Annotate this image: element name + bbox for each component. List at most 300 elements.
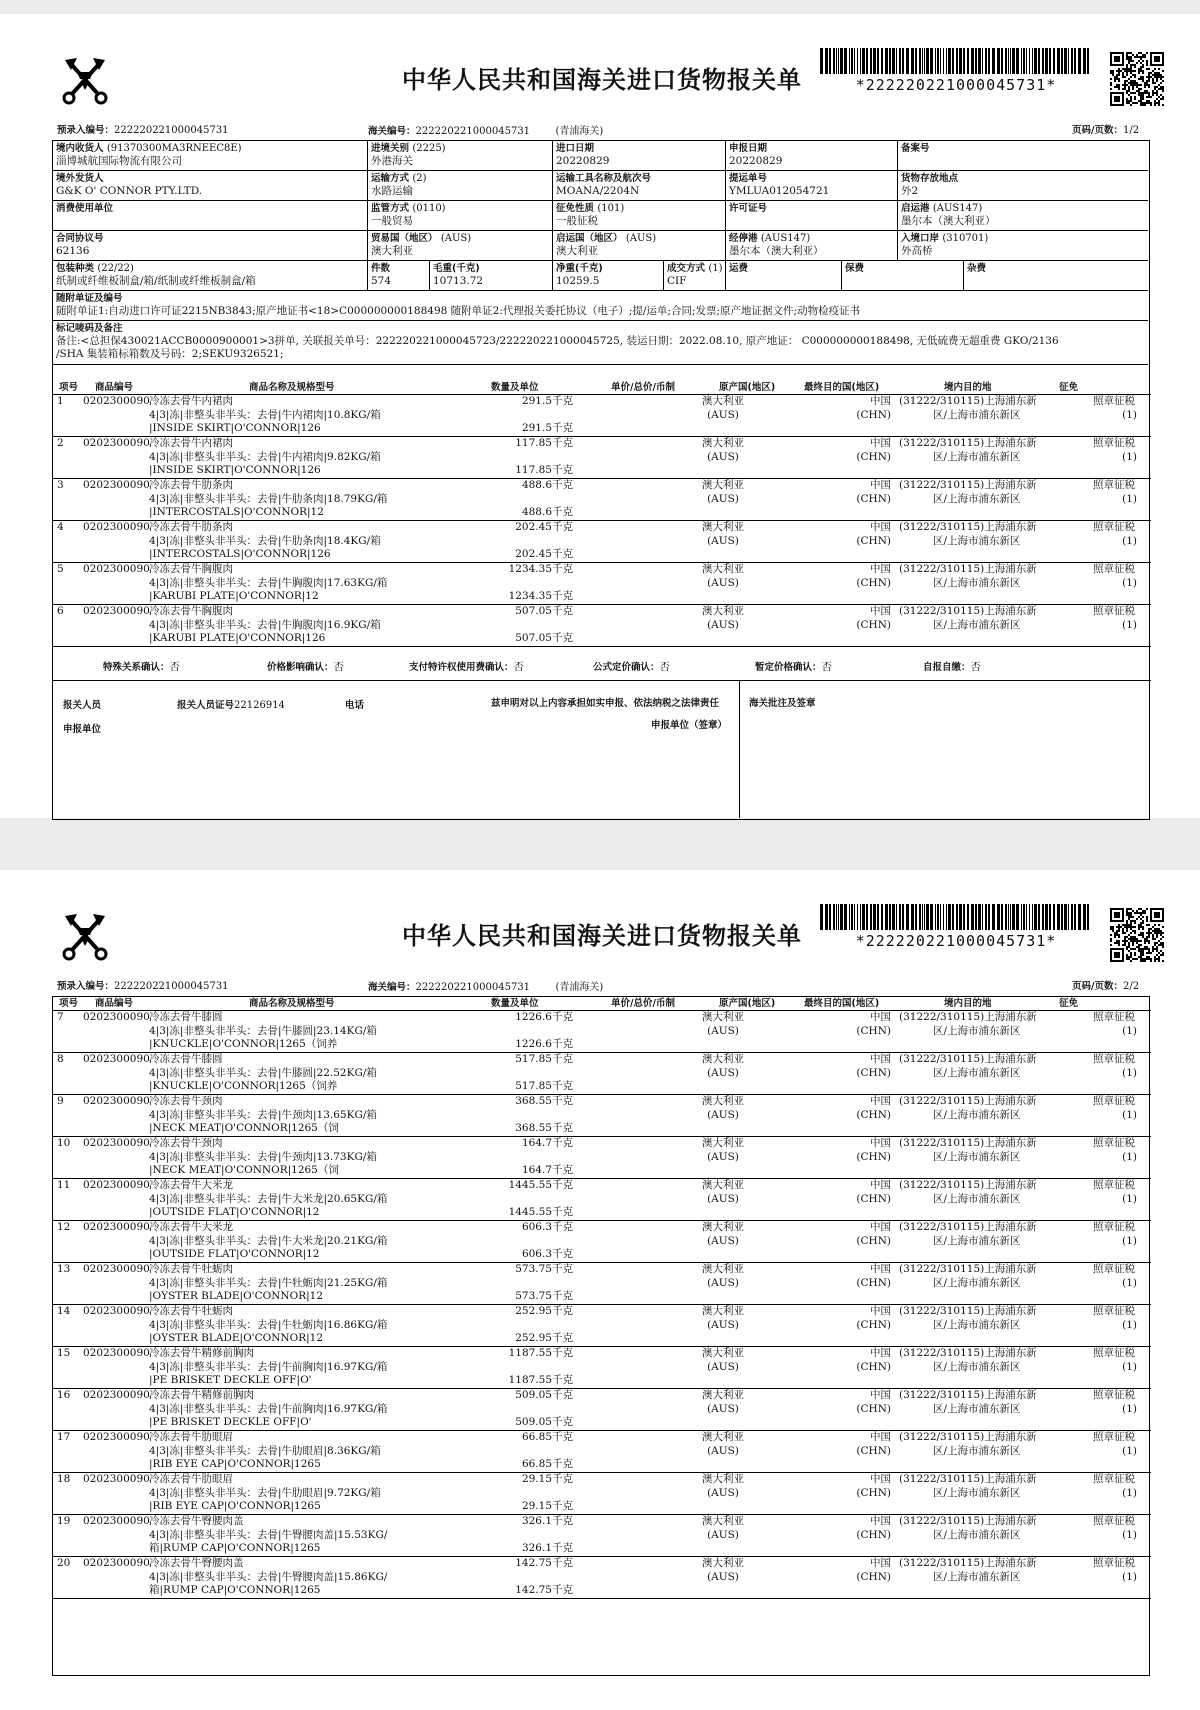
item-spec2: |OUTSIDE FLAT|O'CONNOR|12 xyxy=(149,1248,320,1260)
item-spec1: 4|3|冻|非整头非半头：去骨|牛肋眼眉|8.36KG/箱 xyxy=(149,1444,381,1457)
table-row xyxy=(53,1431,1151,1473)
bill-of-lading-cell: 提运单号 YMLUA012054721 xyxy=(726,171,898,201)
item-dest-code: (CHN) xyxy=(856,1318,891,1331)
items-header: 项号 商品编号 商品名称及规格型号 数量及单位 单价/总价/币制 原产国(地区) 最终目的国(地区) 境内目的地 征免 xyxy=(53,997,1151,1011)
item-dest: 中国 xyxy=(870,437,891,449)
item-qty: 509.05千克 xyxy=(515,1389,573,1401)
item-spec1: 4|3|冻|非整头非半头：去骨|牛膝圆|22.52KG/箱 xyxy=(149,1066,377,1079)
item-dest: 中国 xyxy=(870,563,891,575)
item-domestic: (31222/310115)上海浦东新 xyxy=(899,437,1037,449)
item-tax-code: (1) xyxy=(1122,1528,1137,1541)
table-row xyxy=(53,1221,1151,1263)
table-row xyxy=(53,395,1151,437)
item-dest-code: (CHN) xyxy=(856,450,891,463)
pre-entry-no: 预录入编号：222220221000045731 xyxy=(57,125,229,136)
item-domestic2: 区/上海市浦东新区 xyxy=(933,618,1021,631)
item-spec1: 4|3|冻|非整头非半头：去骨|牛胸腹肉|16.9KG/箱 xyxy=(149,618,381,631)
item-spec2: |RIB EYE CAP|O'CONNOR|1265 xyxy=(149,1458,321,1470)
item-no: 4 xyxy=(57,521,64,533)
item-domestic2: 区/上海市浦东新区 xyxy=(933,1444,1021,1457)
item-spec2: |KNUCKLE|O'CONNOR|1265（饲养 xyxy=(149,1038,338,1050)
item-spec2: |OYSTER BLADE|O'CONNOR|12 xyxy=(149,1332,323,1344)
item-dest: 中国 xyxy=(870,1473,891,1485)
freight-cell: 运费 xyxy=(726,261,842,291)
item-code: 0202300090 xyxy=(83,395,150,407)
item-dest: 中国 xyxy=(870,1305,891,1317)
item-tax-code: (1) xyxy=(1122,1318,1137,1331)
item-no: 16 xyxy=(57,1389,71,1401)
item-name: 冷冻去骨牛胸腹肉 xyxy=(149,605,233,617)
item-code: 0202300090 xyxy=(83,1263,150,1275)
item-code: 0202300090 xyxy=(83,479,150,491)
item-tax: 照章征税 xyxy=(1093,479,1135,491)
item-domestic2: 区/上海市浦东新区 xyxy=(933,1276,1021,1289)
item-name: 冷冻去骨牛内裙肉 xyxy=(149,395,233,407)
item-qty2: 291.5千克 xyxy=(521,422,573,434)
item-qty2: 29.15千克 xyxy=(521,1500,573,1512)
item-name: 冷冻去骨牛膝圆 xyxy=(149,1053,223,1065)
pre-entry-no: 预录入编号：222220221000045731 xyxy=(57,981,229,992)
item-no: 6 xyxy=(57,605,64,617)
item-domestic: (31222/310115)上海浦东新 xyxy=(899,1515,1037,1527)
item-origin: 澳大利亚 xyxy=(702,1263,744,1275)
item-spec1: 4|3|冻|非整头非半头：去骨|牛臀腰肉盖|15.53KG/ xyxy=(149,1528,388,1541)
item-origin: 澳大利亚 xyxy=(702,563,744,575)
item-domestic2: 区/上海市浦东新区 xyxy=(933,1528,1021,1541)
item-name: 冷冻去骨牛精修前胸肉 xyxy=(149,1347,254,1359)
item-qty: 142.75千克 xyxy=(515,1557,573,1569)
consignee-cell: 境内收货人 (91370300MA3RNEEC8E) 淄博城航国际物流有限公司 xyxy=(53,141,368,171)
item-spec1: 4|3|冻|非整头非半头：去骨|牛颈肉|13.73KG/箱 xyxy=(149,1150,377,1163)
item-name: 冷冻去骨牛肋条肉 xyxy=(149,521,233,533)
item-origin-code: (AUS) xyxy=(707,408,739,421)
item-code: 0202300090 xyxy=(83,1221,150,1233)
item-spec2: 箱|RUMP CAP|O'CONNOR|1265 xyxy=(149,1584,321,1596)
consignor-cell: 境外发货人 G&K O' CONNOR PTY.LTD. xyxy=(53,171,368,201)
item-name: 冷冻去骨牛牡蛎肉 xyxy=(149,1305,233,1317)
item-tax: 照章征税 xyxy=(1093,395,1135,407)
item-spec2: |RIB EYE CAP|O'CONNOR|1265 xyxy=(149,1500,321,1512)
item-dest-code: (CHN) xyxy=(856,1066,891,1079)
qr-code-icon xyxy=(1110,52,1164,106)
item-origin: 澳大利亚 xyxy=(702,1011,744,1023)
item-origin: 澳大利亚 xyxy=(702,1389,744,1401)
item-dest-code: (CHN) xyxy=(856,408,891,421)
item-domestic: (31222/310115)上海浦东新 xyxy=(899,521,1037,533)
item-dest-code: (CHN) xyxy=(856,618,891,631)
item-qty: 488.6千克 xyxy=(521,479,573,491)
item-qty: 573.75千克 xyxy=(515,1263,573,1275)
declaration-page-1 xyxy=(0,14,1200,818)
customs-no: 海关编号：222220221000045731 (青浦海关) xyxy=(368,982,604,993)
contract-cell: 合同协议号 62136 xyxy=(53,231,368,261)
item-qty: 202.45千克 xyxy=(515,521,573,533)
table-row xyxy=(53,563,1151,605)
item-dest-code: (CHN) xyxy=(856,534,891,547)
item-origin-code: (AUS) xyxy=(707,1528,739,1541)
item-origin: 澳大利亚 xyxy=(702,1053,744,1065)
item-domestic: (31222/310115)上海浦东新 xyxy=(899,563,1037,575)
item-qty: 517.85千克 xyxy=(515,1053,573,1065)
item-tax-code: (1) xyxy=(1122,1360,1137,1373)
item-origin: 澳大利亚 xyxy=(702,1137,744,1149)
table-row xyxy=(53,1473,1151,1515)
item-dest-code: (CHN) xyxy=(856,1108,891,1121)
item-code: 0202300090 xyxy=(83,1053,150,1065)
pieces-cell: 件数 574 xyxy=(368,261,430,291)
item-dest-code: (CHN) xyxy=(856,1402,891,1415)
item-tax: 照章征税 xyxy=(1093,1347,1135,1359)
page-number: 页码/页数：2/2 xyxy=(1072,981,1140,992)
item-spec1: 4|3|冻|非整头非半头：去骨|牛臀腰肉盖|15.86KG/ xyxy=(149,1570,388,1583)
item-domestic: (31222/310115)上海浦东新 xyxy=(899,1473,1037,1485)
item-name: 冷冻去骨牛颈肉 xyxy=(149,1137,223,1149)
table-row xyxy=(53,1179,1151,1221)
item-origin-code: (AUS) xyxy=(707,576,739,589)
item-qty: 1234.35千克 xyxy=(508,563,573,575)
item-origin-code: (AUS) xyxy=(707,1276,739,1289)
item-code: 0202300090 xyxy=(83,1347,150,1359)
misc-fee-cell: 杂费 xyxy=(964,261,1148,291)
item-domestic2: 区/上海市浦东新区 xyxy=(933,1192,1021,1205)
item-tax: 照章征税 xyxy=(1093,1053,1135,1065)
item-tax: 照章征税 xyxy=(1093,1557,1135,1569)
item-spec1: 4|3|冻|非整头非半头：去骨|牛牡蛎肉|21.25KG/箱 xyxy=(149,1276,388,1289)
item-name: 冷冻去骨牛精修前胸肉 xyxy=(149,1389,254,1401)
item-code: 0202300090 xyxy=(83,1095,150,1107)
item-domestic2: 区/上海市浦东新区 xyxy=(933,576,1021,589)
page-number: 页码/页数：1/2 xyxy=(1072,125,1140,136)
item-name: 冷冻去骨牛颈肉 xyxy=(149,1095,223,1107)
item-code: 0202300090 xyxy=(83,521,150,533)
item-dest: 中国 xyxy=(870,1221,891,1233)
item-qty: 326.1千克 xyxy=(521,1515,573,1527)
item-spec1: 4|3|冻|非整头非半头：去骨|牛肋条肉|18.4KG/箱 xyxy=(149,534,381,547)
insurance-cell: 保费 xyxy=(842,261,964,291)
item-name: 冷冻去骨牛大米龙 xyxy=(149,1221,233,1233)
item-spec2: |KARUBI PLATE|O'CONNOR|126 xyxy=(149,632,326,644)
item-dest: 中国 xyxy=(870,1263,891,1275)
item-tax-code: (1) xyxy=(1122,1024,1137,1037)
item-code: 0202300090 xyxy=(83,1389,150,1401)
declarant-label: 报关人员 xyxy=(63,700,102,711)
item-qty2: 117.85千克 xyxy=(515,464,573,476)
item-name: 冷冻去骨牛大米龙 xyxy=(149,1179,233,1191)
license-cell: 许可证号 xyxy=(726,201,898,231)
supervision-cell: 监管方式 (0110) 一般贸易 xyxy=(368,201,553,231)
barcode-icon xyxy=(820,48,1090,74)
net-weight-cell: 净重(千克) 10259.5 xyxy=(553,261,664,291)
table-row xyxy=(53,1515,1151,1557)
item-dest-code: (CHN) xyxy=(856,1276,891,1289)
item-no: 12 xyxy=(57,1221,71,1233)
item-name: 冷冻去骨牛肋眼眉 xyxy=(149,1473,233,1485)
item-qty2: 142.75千克 xyxy=(515,1584,573,1596)
item-tax-code: (1) xyxy=(1122,408,1137,421)
item-dest: 中国 xyxy=(870,1053,891,1065)
item-domestic2: 区/上海市浦东新区 xyxy=(933,1066,1021,1079)
record-no-cell: 备案号 xyxy=(898,141,1148,171)
item-domestic: (31222/310115)上海浦东新 xyxy=(899,1095,1037,1107)
item-code: 0202300090 xyxy=(83,1473,150,1485)
declaration-table xyxy=(52,140,1150,820)
item-dest: 中国 xyxy=(870,1557,891,1569)
item-code: 0202300090 xyxy=(83,1011,150,1023)
item-spec2: |NECK MEAT|O'CONNOR|1265（饲 xyxy=(149,1164,339,1176)
item-name: 冷冻去骨牛胸腹肉 xyxy=(149,563,233,575)
qr-code-icon xyxy=(1110,908,1164,962)
item-no: 15 xyxy=(57,1347,71,1359)
item-dest: 中国 xyxy=(870,1095,891,1107)
item-domestic: (31222/310115)上海浦东新 xyxy=(899,1137,1037,1149)
item-dest: 中国 xyxy=(870,605,891,617)
consumer-cell: 消费使用单位 xyxy=(53,201,368,231)
transport-mode-cell: 运输方式 (2) 水路运输 xyxy=(368,171,553,201)
item-qty2: 252.95千克 xyxy=(515,1332,573,1344)
package-cell: 包装种类 (22/22) 纸制或纤维板制盒/箱/纸制或纤维板制盒/箱 xyxy=(53,261,368,291)
via-port-cell: 经停港 (AUS147) 墨尔本（澳大利亚） xyxy=(726,231,898,261)
vessel-cell: 运输工具名称及航次号 MOANA/2204N xyxy=(553,171,726,201)
declarant-cert: 报关人员证号22126914 xyxy=(177,700,285,711)
item-qty: 29.15千克 xyxy=(521,1473,573,1485)
item-domestic2: 区/上海市浦东新区 xyxy=(933,492,1021,505)
item-no: 2 xyxy=(57,437,64,449)
entry-customs-cell: 进境关别 (2225) 外港海关 xyxy=(368,141,553,171)
table-row xyxy=(53,1305,1151,1347)
item-spec1: 4|3|冻|非整头非半头：去骨|牛内裙肉|10.8KG/箱 xyxy=(149,408,381,421)
item-origin-code: (AUS) xyxy=(707,1066,739,1079)
item-tax-code: (1) xyxy=(1122,1066,1137,1079)
item-origin-code: (AUS) xyxy=(707,1234,739,1247)
item-domestic: (31222/310115)上海浦东新 xyxy=(899,1263,1037,1275)
item-qty2: 573.75千克 xyxy=(515,1290,573,1302)
table-row xyxy=(53,1053,1151,1095)
item-domestic: (31222/310115)上海浦东新 xyxy=(899,1221,1037,1233)
item-qty: 606.3千克 xyxy=(521,1221,573,1233)
item-tax-code: (1) xyxy=(1122,1150,1137,1163)
item-origin-code: (AUS) xyxy=(707,1444,739,1457)
item-tax: 照章征税 xyxy=(1093,1473,1135,1485)
item-no: 13 xyxy=(57,1263,71,1275)
customs-emblem-icon xyxy=(55,52,115,112)
item-tax-code: (1) xyxy=(1122,1570,1137,1583)
phone-label: 电话 xyxy=(345,700,365,711)
item-no: 7 xyxy=(57,1011,64,1023)
table-row xyxy=(53,1347,1151,1389)
item-no: 11 xyxy=(57,1179,71,1191)
levy-cell: 征免性质 (101) 一般征税 xyxy=(553,201,726,231)
item-code: 0202300090 xyxy=(83,437,150,449)
item-domestic: (31222/310115)上海浦东新 xyxy=(899,1305,1037,1317)
item-domestic: (31222/310115)上海浦东新 xyxy=(899,1557,1037,1569)
item-domestic: (31222/310115)上海浦东新 xyxy=(899,1053,1037,1065)
item-domestic2: 区/上海市浦东新区 xyxy=(933,1360,1021,1373)
item-domestic: (31222/310115)上海浦东新 xyxy=(899,1347,1037,1359)
item-qty2: 202.45千克 xyxy=(515,548,573,560)
item-name: 冷冻去骨牛牡蛎肉 xyxy=(149,1263,233,1275)
item-origin: 澳大利亚 xyxy=(702,1095,744,1107)
item-spec1: 4|3|冻|非整头非半头：去骨|牛肋眼眉|9.72KG/箱 xyxy=(149,1486,381,1499)
item-origin: 澳大利亚 xyxy=(702,437,744,449)
item-spec2: |INSIDE SKIRT|O'CONNOR|126 xyxy=(149,422,321,434)
item-no: 5 xyxy=(57,563,64,575)
item-tax-code: (1) xyxy=(1122,1234,1137,1247)
item-dest-code: (CHN) xyxy=(856,1444,891,1457)
item-origin: 澳大利亚 xyxy=(702,1179,744,1191)
item-origin: 澳大利亚 xyxy=(702,605,744,617)
item-origin: 澳大利亚 xyxy=(702,1557,744,1569)
item-domestic2: 区/上海市浦东新区 xyxy=(933,1570,1021,1583)
item-qty2: 66.85千克 xyxy=(521,1458,573,1470)
item-qty2: 1187.55千克 xyxy=(508,1374,573,1386)
item-tax-code: (1) xyxy=(1122,450,1137,463)
item-spec1: 4|3|冻|非整头非半头：去骨|牛大米龙|20.21KG/箱 xyxy=(149,1234,388,1247)
item-spec1: 4|3|冻|非整头非半头：去骨|牛胸腹肉|17.63KG/箱 xyxy=(149,576,388,589)
item-code: 0202300090 xyxy=(83,1557,150,1569)
item-spec2: |NECK MEAT|O'CONNOR|1265（饲 xyxy=(149,1122,339,1134)
top-band xyxy=(0,0,1200,14)
page-separator xyxy=(0,818,1200,870)
item-domestic2: 区/上海市浦东新区 xyxy=(933,1318,1021,1331)
item-domestic: (31222/310115)上海浦东新 xyxy=(899,605,1037,617)
declare-unit-label: 申报单位 xyxy=(63,724,102,735)
item-origin-code: (AUS) xyxy=(707,1570,739,1583)
item-domestic: (31222/310115)上海浦东新 xyxy=(899,395,1037,407)
item-qty2: 1445.55千克 xyxy=(508,1206,573,1218)
item-spec1: 4|3|冻|非整头非半头：去骨|牛前胸肉|16.97KG/箱 xyxy=(149,1402,388,1415)
item-spec1: 4|3|冻|非整头非半头：去骨|牛膝圆|23.14KG/箱 xyxy=(149,1024,377,1037)
entry-port-cell: 入境口岸 (310701) 外高桥 xyxy=(898,231,1148,261)
item-domestic: (31222/310115)上海浦东新 xyxy=(899,479,1037,491)
item-dest: 中国 xyxy=(870,1347,891,1359)
item-code: 0202300090 xyxy=(83,1431,150,1443)
table-row xyxy=(53,1095,1151,1137)
item-qty: 164.7千克 xyxy=(521,1137,573,1149)
item-tax: 照章征税 xyxy=(1093,1431,1135,1443)
item-dest: 中国 xyxy=(870,1011,891,1023)
signature-divider xyxy=(739,681,740,818)
import-date-cell: 进口日期 20220829 xyxy=(553,141,726,171)
item-name: 冷冻去骨牛肋条肉 xyxy=(149,479,233,491)
item-qty2: 507.05千克 xyxy=(515,632,573,644)
item-dest-code: (CHN) xyxy=(856,1024,891,1037)
item-origin-code: (AUS) xyxy=(707,1318,739,1331)
item-qty2: 517.85千克 xyxy=(515,1080,573,1092)
item-tax: 照章征税 xyxy=(1093,1305,1135,1317)
item-origin-code: (AUS) xyxy=(707,1150,739,1163)
declare-unit-seal: 申报单位（签章） xyxy=(651,720,728,731)
item-spec1: 4|3|冻|非整头非半头：去骨|牛前胸肉|16.97KG/箱 xyxy=(149,1360,388,1373)
item-spec2: |PE BRISKET DECKLE OFF|O' xyxy=(149,1416,312,1428)
item-tax-code: (1) xyxy=(1122,492,1137,505)
item-dest-code: (CHN) xyxy=(856,1570,891,1583)
item-domestic: (31222/310115)上海浦东新 xyxy=(899,1431,1037,1443)
item-name: 冷冻去骨牛臀腰肉盖 xyxy=(149,1515,244,1527)
item-domestic2: 区/上海市浦东新区 xyxy=(933,534,1021,547)
item-origin: 澳大利亚 xyxy=(702,1431,744,1443)
declare-date-cell: 申报日期 20220829 xyxy=(726,141,898,171)
item-domestic: (31222/310115)上海浦东新 xyxy=(899,1011,1037,1023)
item-qty: 252.95千克 xyxy=(515,1305,573,1317)
item-tax-code: (1) xyxy=(1122,1402,1137,1415)
item-tax-code: (1) xyxy=(1122,576,1137,589)
item-qty: 1226.6千克 xyxy=(515,1011,573,1023)
item-dest: 中国 xyxy=(870,1137,891,1149)
storage-cell: 货物存放地点 外2 xyxy=(898,171,1148,201)
item-dest: 中国 xyxy=(870,1515,891,1527)
item-origin-code: (AUS) xyxy=(707,1360,739,1373)
item-tax: 照章征税 xyxy=(1093,1095,1135,1107)
item-tax-code: (1) xyxy=(1122,1486,1137,1499)
item-no: 14 xyxy=(57,1305,71,1317)
item-dest: 中国 xyxy=(870,395,891,407)
item-domestic2: 区/上海市浦东新区 xyxy=(933,1150,1021,1163)
item-name: 冷冻去骨牛肋眼眉 xyxy=(149,1431,233,1443)
item-spec2: |INTERCOSTALS|O'CONNOR|126 xyxy=(149,548,331,560)
item-no: 18 xyxy=(57,1473,71,1485)
items-header: 项号 商品编号 商品名称及规格型号 数量及单位 单价/总价/币制 原产国(地区) 最终目的国(地区) 境内目的地 征免 xyxy=(53,381,1151,395)
item-domestic2: 区/上海市浦东新区 xyxy=(933,450,1021,463)
table-row xyxy=(53,479,1151,521)
barcode-icon xyxy=(820,904,1090,930)
item-dest: 中国 xyxy=(870,479,891,491)
item-dest-code: (CHN) xyxy=(856,1150,891,1163)
item-qty: 291.5千克 xyxy=(521,395,573,407)
items-table xyxy=(52,996,1150,1676)
table-row xyxy=(53,1137,1151,1179)
item-origin: 澳大利亚 xyxy=(702,395,744,407)
item-qty2: 509.05千克 xyxy=(515,1416,573,1428)
item-origin: 澳大利亚 xyxy=(702,1473,744,1485)
item-qty2: 326.1千克 xyxy=(521,1542,573,1554)
table-row xyxy=(53,437,1151,479)
item-qty: 66.85千克 xyxy=(521,1431,573,1443)
document-title: 中华人民共和国海关进口货物报关单 xyxy=(402,922,802,950)
item-no: 1 xyxy=(57,395,64,407)
item-tax: 照章征税 xyxy=(1093,1221,1135,1233)
item-qty: 117.85千克 xyxy=(515,437,573,449)
item-spec2: |KNUCKLE|O'CONNOR|1265（饲养 xyxy=(149,1080,338,1092)
item-spec1: 4|3|冻|非整头非半头：去骨|牛颈肉|13.65KG/箱 xyxy=(149,1108,377,1121)
item-dest-code: (CHN) xyxy=(856,1360,891,1373)
item-origin-code: (AUS) xyxy=(707,534,739,547)
item-dest-code: (CHN) xyxy=(856,1234,891,1247)
item-dest: 中国 xyxy=(870,1179,891,1191)
item-tax: 照章征税 xyxy=(1093,563,1135,575)
item-origin: 澳大利亚 xyxy=(702,1515,744,1527)
item-domestic2: 区/上海市浦东新区 xyxy=(933,1402,1021,1415)
item-qty: 1445.55千克 xyxy=(508,1179,573,1191)
item-dest: 中国 xyxy=(870,1431,891,1443)
item-tax-code: (1) xyxy=(1122,1192,1137,1205)
item-no: 9 xyxy=(57,1095,64,1107)
item-spec2: |INSIDE SKIRT|O'CONNOR|126 xyxy=(149,464,321,476)
item-dest: 中国 xyxy=(870,521,891,533)
item-no: 20 xyxy=(57,1557,71,1569)
item-no: 8 xyxy=(57,1053,64,1065)
document-title: 中华人民共和国海关进口货物报关单 xyxy=(402,66,802,94)
item-name: 冷冻去骨牛膝圆 xyxy=(149,1011,223,1023)
item-origin-code: (AUS) xyxy=(707,1402,739,1415)
customs-no: 海关编号：222220221000045731 (青浦海关) xyxy=(368,126,604,137)
item-origin-code: (AUS) xyxy=(707,618,739,631)
statement: 兹申明对以上内容承担如实申报、依法纳税之法律责任 xyxy=(491,698,720,709)
attached-docs-cell: 随附单证及编号 随附单证1:自动进口许可证2215NB3843;原产地证书<18>C000000000188498 随附单证2:代理报关委托协议（电子）;提/运单;合同;发票;原产地证据文件;动物检疫证书 xyxy=(53,291,1148,321)
item-code: 0202300090 xyxy=(83,1137,150,1149)
item-tax: 照章征税 xyxy=(1093,437,1135,449)
item-tax: 照章征税 xyxy=(1093,1389,1135,1401)
item-tax: 照章征税 xyxy=(1093,1179,1135,1191)
